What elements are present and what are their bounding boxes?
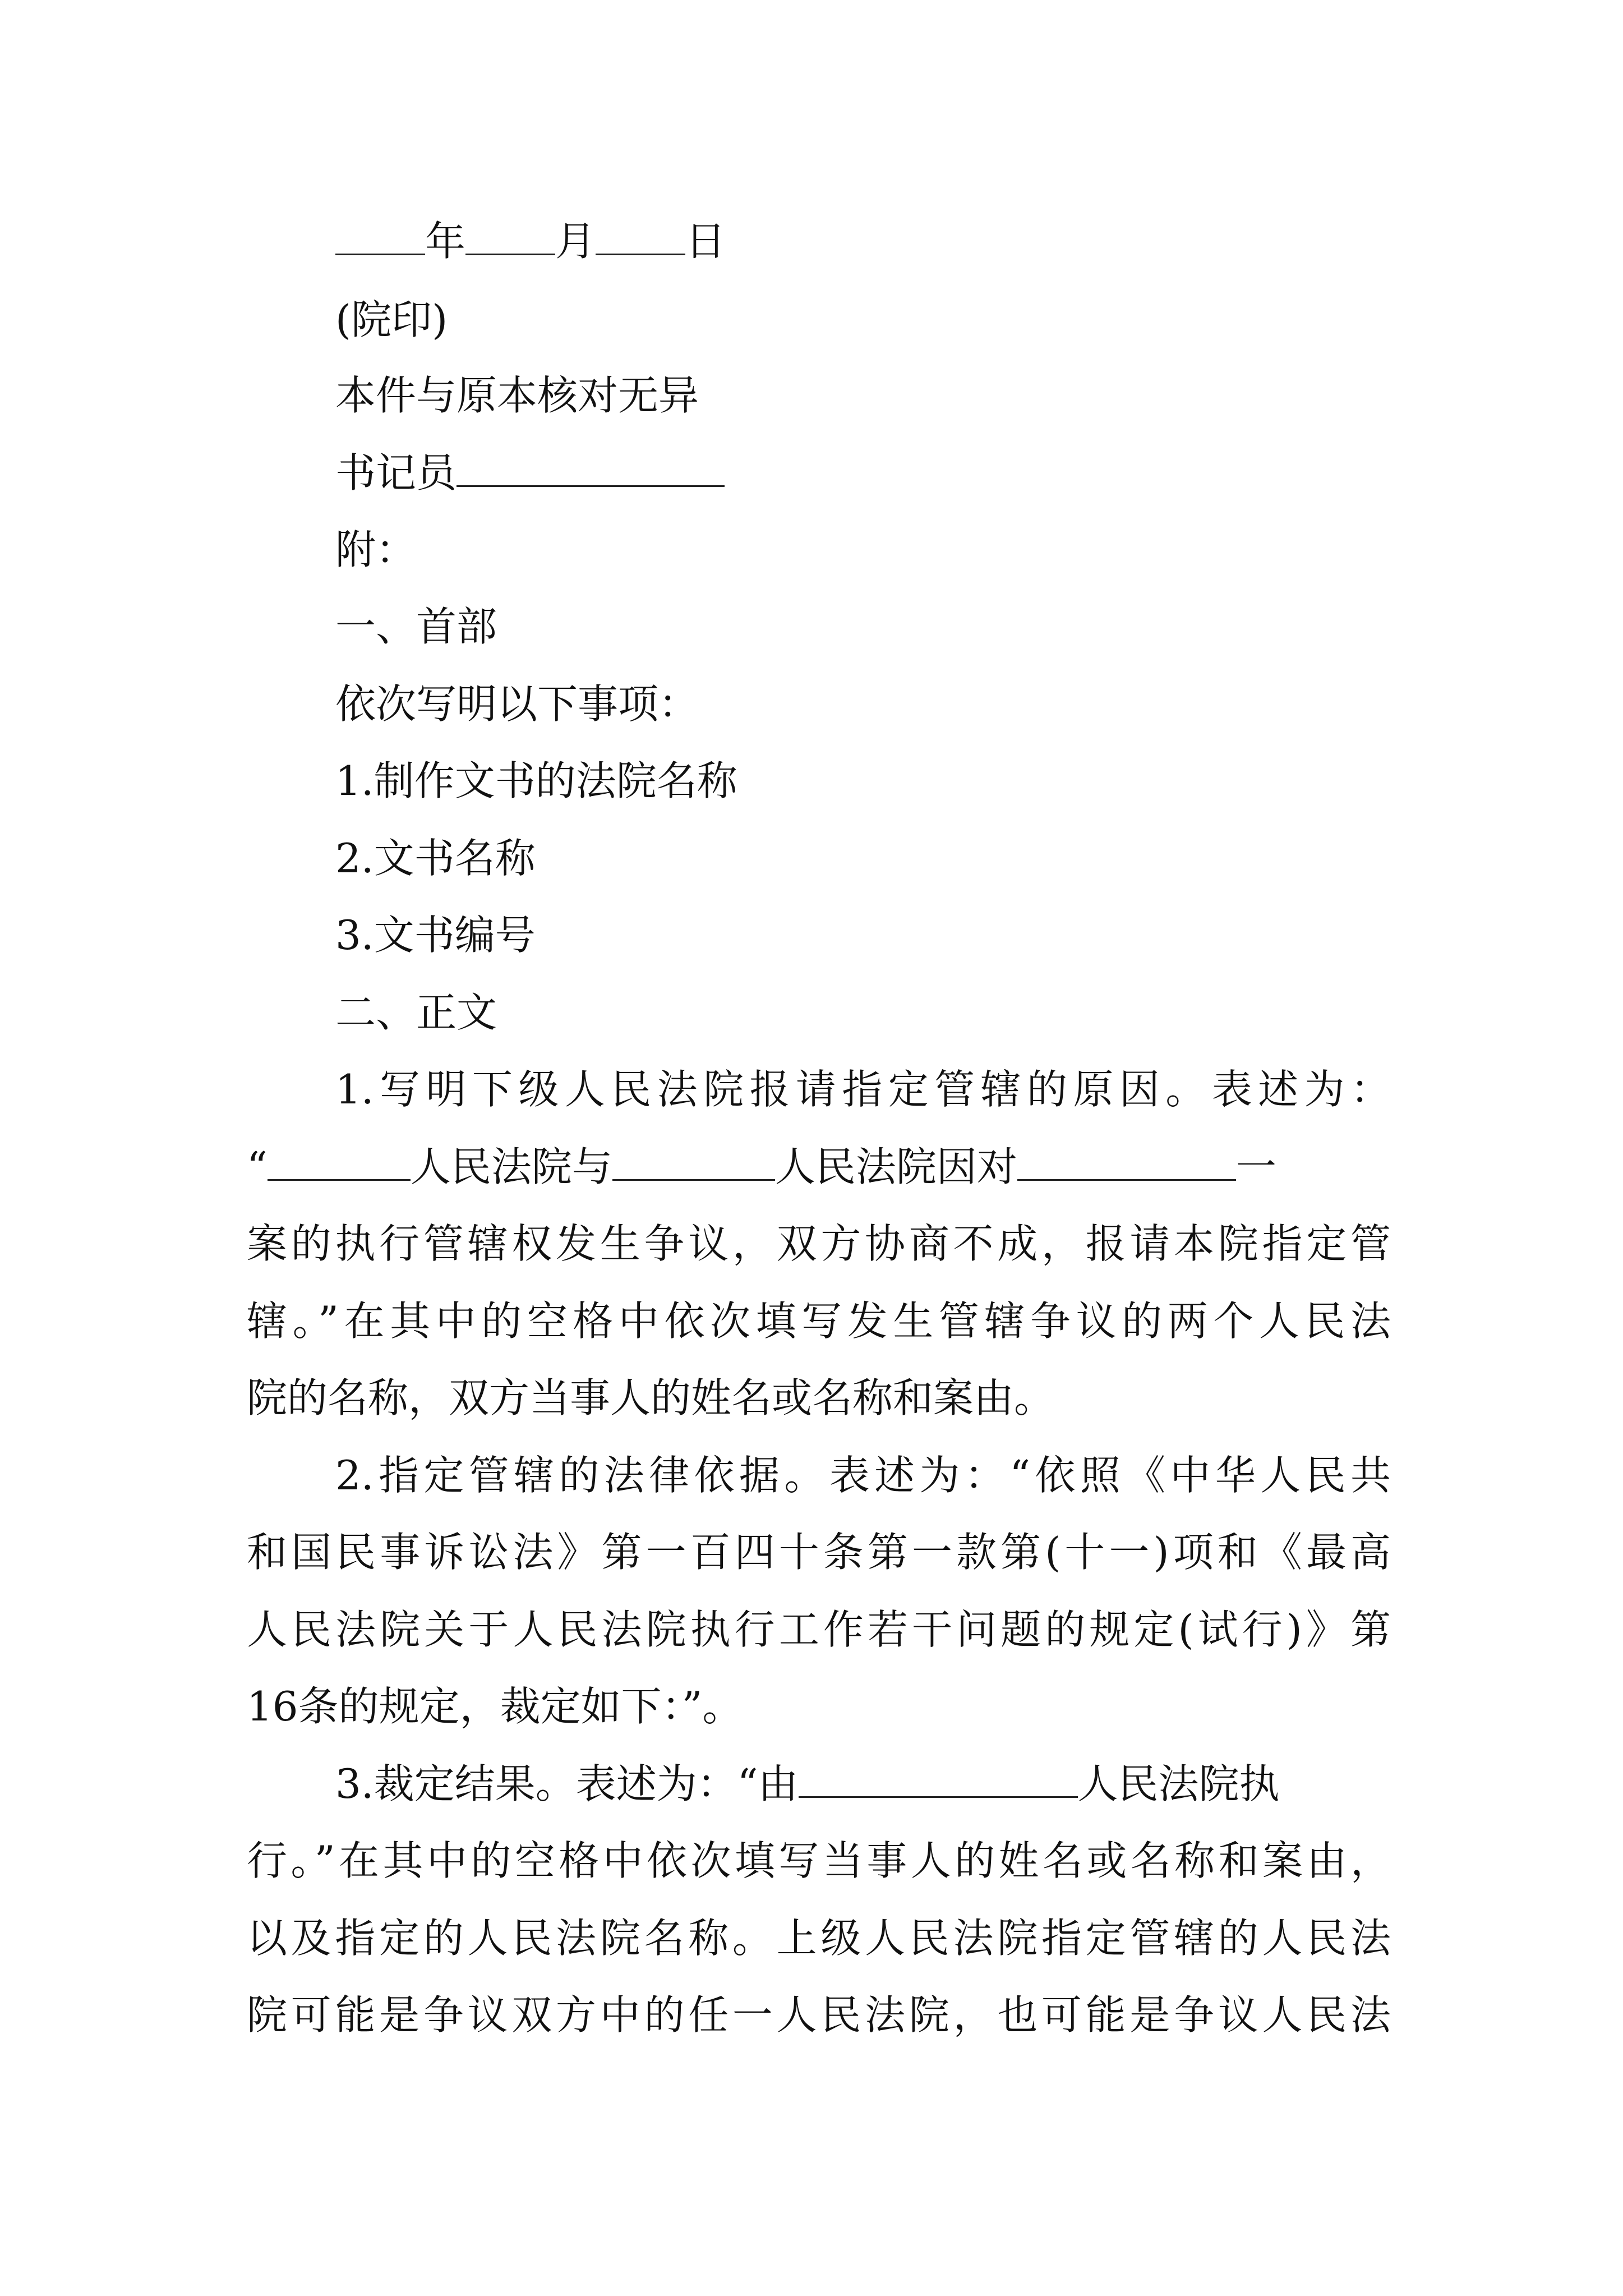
designated-court-blank [799,1763,1078,1798]
clerk-label: 书记员 [335,449,457,496]
p1-line3-text: 案的执行管辖权发生争议，双方协商不成，报请本院指定管 [247,1220,1391,1267]
case-suffix: 一 [1235,1143,1276,1190]
p1-line4 [247,1293,1391,1349]
p2-line2 [247,1524,1391,1580]
p2-line4: 16条的规定，裁定如下：”。 [247,1683,743,1730]
verify-text: 本件与原本核对无异 [335,372,699,419]
attachment-label: 附： [335,526,417,573]
p3-line4-text: 院可能是争议双方中的任一人民法院，也可能是争议人民法 [247,1991,1391,2039]
section1-title: 一、首部 [335,603,497,650]
clerk-line [335,445,725,501]
month-label: 月 [555,218,596,265]
list-item-document-name: 2.文书名称 [335,835,536,882]
section2-title: 二、正文 [335,989,497,1036]
day-blank [596,220,685,255]
court-a-label: 人民法院与 [410,1143,612,1190]
p1-line2 [247,1139,1391,1195]
court-b-blank [612,1145,775,1181]
p3-line4 [247,1987,1391,2043]
p3-line2-text: 行。”在其中的空格中依次填写当事人的姓名或名称和案由， [247,1837,1391,1884]
p3-line1-start: 3.裁定结果。表述为：“由 [335,1760,799,1807]
year-blank [335,220,425,255]
court-seal-text: (院印) [335,296,448,343]
p1-line1 [335,1061,1391,1117]
p2-line1 [335,1447,1391,1503]
case-blank [1017,1145,1236,1181]
list-item-court-name: 1.制作文书的法院名称 [335,757,737,804]
court-a-blank [268,1145,411,1181]
p1-line1-text: 1.写明下级人民法院报请指定管辖的原因。表述为： [335,1066,1391,1113]
p2-line1-text: 2.指定管辖的法律依据。表述为：“依照《中华人民共 [335,1452,1391,1499]
list-item-document-number: 3.文书编号 [335,912,536,959]
clerk-blank [457,452,725,487]
p3-line2 [247,1833,1391,1889]
month-blank [465,220,555,255]
section1-intro: 依次写明以下事项： [335,680,699,728]
date-line [335,213,726,269]
court-b-label: 人民法院因对 [774,1143,1017,1190]
p2-line2-text: 和国民事诉讼法》第一百四十条第一款第(十一)项和《最高 [247,1529,1391,1576]
year-label: 年 [425,218,466,265]
p2-line3-text: 人民法院关于人民法院执行工作若干问题的规定(试行)》第 [247,1606,1391,1653]
p3-line3 [247,1910,1391,1966]
p1-line4-text: 辖。”在其中的空格中依次填写发生管辖争议的两个人民法 [247,1297,1391,1345]
p1-line3 [247,1216,1391,1272]
p3-line1-end: 人民法院执 [1077,1760,1280,1807]
p3-line1 [335,1756,1391,1812]
day-label: 日 [685,218,726,265]
p1-line5: 院的名称，双方当事人的姓名或名称和案由。 [247,1374,1055,1421]
open-quote: “ [247,1143,268,1190]
p2-line3 [247,1602,1391,1658]
p3-line3-text: 以及指定的人民法院名称。上级人民法院指定管辖的人民法 [247,1915,1391,1962]
